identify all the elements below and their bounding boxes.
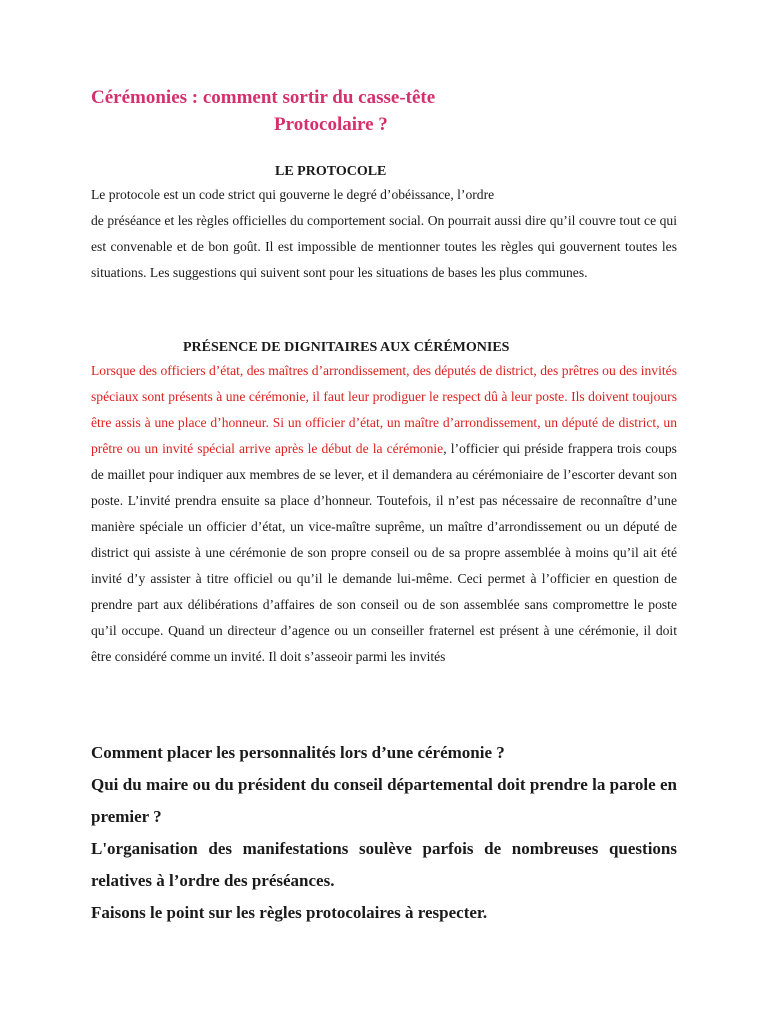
section-heading-presence-dignitaires: PRÉSENCE DE DIGNITAIRES AUX CÉRÉMONIES xyxy=(183,340,510,355)
document-title-line-2: Protocolaire ? xyxy=(274,114,388,135)
dignitaires-highlighted-text: Lorsque des officiers d’état, des maîtres d’arrondissement, des députés de district, des prêtres ou des invités spéciaux sont présents à une cérémonie, il faut leur prodiguer le respect dû à leur poste. Ils doivent toujours être assis à une place d’honneur. Si un officier d’état, un maître d’arrondissement, un député de district, un prêtre ou un invité spécial arrive après le début de la cérémonie xyxy=(91,363,677,456)
protocole-paragraph-first-line: Le protocole est un code strict qui gouverne le degré d’obéissance, l’ordre xyxy=(91,187,495,202)
statement-organisation-manifestations: L'organisation des manifestations soulève parfois de nombreuses questions relatives à l’ordre des préséances. xyxy=(91,839,677,890)
dignitaires-paragraph xyxy=(91,358,677,670)
question-placement-personnalites: Comment placer les personnalités lors d’une cérémonie ? xyxy=(91,743,505,762)
section-heading-protocole: LE PROTOCOLE xyxy=(275,164,387,179)
dignitaires-body-text: , l’officier qui préside frappera trois coups de maillet pour indiquer aux membres de se lever, et il demandera au cérémoniaire de l’escorter devant son poste. L’invité prendra ensuite sa place d’honneur. Toutefois, il n’est pas nécessaire de reconnaître d’une manière spéciale un officier d’état, un vice-maître suprême, un maître d’arrondissement ou un député de district qui assiste à une cérémonie de son propre conseil ou de sa propre assemblée à moins qu’il ait été invité d’y assister à titre officiel ou qu’il le demande lui-même. Ceci permet à l’officier en question de prendre part aux délibérations d’affaires de son conseil ou de son assemblée sans compromettre le poste qu’il occupe. Quand un directeur d’agence ou un conseiller fraternel est présent à une cérémonie, il doit être considéré comme un invité. Il doit s’asseoir parmi les invités xyxy=(91,441,677,664)
protocole-paragraph xyxy=(91,182,677,286)
statement-regles-protocolaires: Faisons le point sur les règles protocolaires à respecter. xyxy=(91,903,488,922)
protocole-paragraph-body: de préséance et les règles officielles du comportement social. On pourrait aussi dire qu’il couvre tout ce qui est convenable et de bon goût. Il est impossible de mentionner toutes les règles qui gouvernent toutes les situations. Les suggestions qui suivent sont pour les situations de bases les plus communes. xyxy=(91,213,677,280)
question-prise-de-parole: Qui du maire ou du président du conseil départemental doit prendre la parole en premier ? xyxy=(91,775,677,826)
document-title-line-1: Cérémonies : comment sortir du casse-tête xyxy=(91,87,436,108)
